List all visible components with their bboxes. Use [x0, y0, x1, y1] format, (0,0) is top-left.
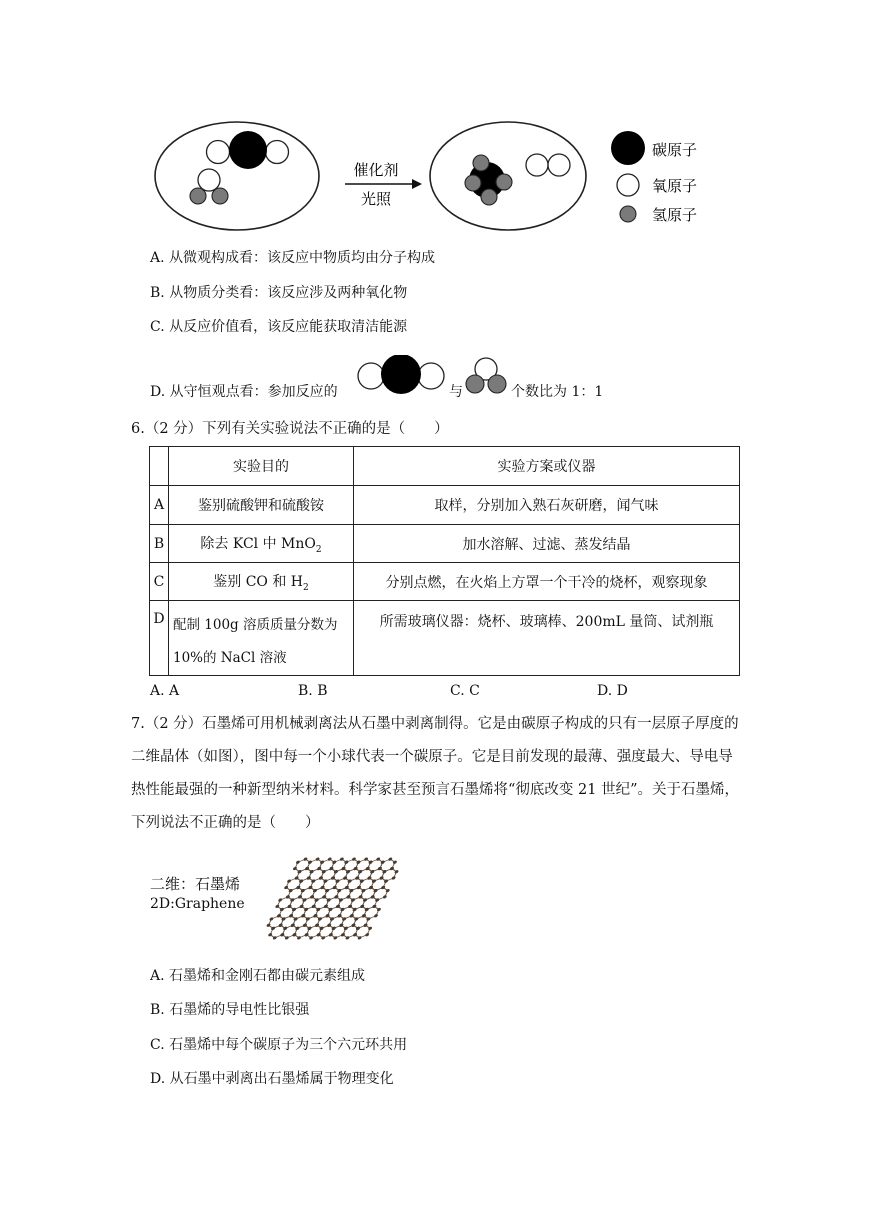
- row-goal: 鉴别硫酸钾和硫酸铵: [169, 486, 354, 525]
- q5-option-d-prefix: D. 从守恒观点看：参加反应的: [150, 384, 338, 400]
- legend: [611, 131, 697, 224]
- table-header-goal: 实验目的: [169, 447, 354, 486]
- graphene-lattice-icon: [255, 852, 405, 957]
- q5-option-d[interactable]: [150, 383, 338, 401]
- row-goal-text: 除去 KCl 中 MnO: [200, 535, 316, 552]
- table-row: [150, 563, 740, 601]
- graphene-label-cn: 二维：石墨烯: [150, 875, 241, 893]
- row-letter: D: [150, 601, 169, 676]
- q6-option-b[interactable]: B. B: [298, 683, 328, 699]
- catalyst-label: 催化剂: [353, 161, 399, 179]
- oxygen-atom-icon: [617, 174, 639, 196]
- q7-option-b[interactable]: B. 石墨烯的导电性比银强: [150, 1002, 310, 1018]
- table-row: [150, 486, 740, 525]
- table-row: [150, 601, 740, 676]
- q6-option-c[interactable]: C. C: [450, 683, 480, 699]
- hydrogen-atom-icon: [620, 206, 636, 222]
- q7-option-a[interactable]: A. 石墨烯和金刚石都由碳元素组成: [150, 968, 366, 984]
- q5-option-c[interactable]: C. 从反应价值看，该反应能获取清洁能源: [150, 319, 408, 335]
- arrow-icon: [412, 179, 422, 189]
- q7-stem: 7.（2 分）石墨烯可用机械剥离法从石墨中剥离制得。它是由碳原子构成的只有一层原子厚度的二维晶体（如图），图中每一个小球代表一个碳原子。它是目前发现的最薄、强度最大、导电导热性能最强的一种新型纳米材料。科学家甚至预言石墨烯将“彻底改变 21 世纪”。关于石墨烯，下列说法不正确的是（ ）: [131, 716, 739, 831]
- row-letter: B: [150, 525, 169, 563]
- row-letter: A: [150, 486, 169, 525]
- q5-option-b[interactable]: B. 从物质分类看：该反应涉及两种氧化物: [150, 285, 408, 301]
- legend-hydrogen-label: 氢原子: [652, 206, 698, 224]
- legend-carbon-label: 碳原子: [652, 141, 698, 159]
- q6-option-d[interactable]: D. D: [597, 683, 628, 699]
- q7-option-d[interactable]: D. 从石墨中剥离出石墨烯属于物理变化: [150, 1071, 394, 1087]
- co2-molecule-inline-icon: [355, 355, 447, 397]
- row-letter: C: [150, 563, 169, 601]
- experiment-table: [149, 446, 740, 676]
- row-goal-subscript: 2: [303, 582, 309, 593]
- row-goal-text: 鉴别 CO 和 H: [213, 573, 303, 590]
- table-row: [150, 525, 740, 563]
- q5-option-d-suffix: 个数比为 1：1: [511, 384, 604, 400]
- row-goal: [169, 601, 354, 676]
- table-header-plan: 实验方案或仪器: [354, 447, 740, 486]
- table-header-row: [150, 447, 740, 486]
- row-plan: 所需玻璃仪器：烧杯、玻璃棒、200mL 量筒、试剂瓶: [354, 601, 740, 676]
- row-goal-subscript: 2: [315, 544, 322, 555]
- table-header-blank: [150, 447, 169, 486]
- q5-option-d-mid: 与: [449, 384, 463, 400]
- water-molecule-inline-icon: [463, 356, 509, 396]
- row-goal-line2: 10%的 NaCl 溶液: [173, 650, 287, 666]
- row-plan: 取样，分别加入熟石灰研磨，闻气味: [354, 486, 740, 525]
- row-plan: 分别点燃，在火焰上方罩一个干冷的烧杯，观察现象: [354, 563, 740, 601]
- legend-oxygen-label: 氧原子: [652, 177, 698, 195]
- row-goal: [169, 563, 354, 601]
- q5-option-a[interactable]: A. 从微观构成看：该反应中物质均由分子构成: [150, 250, 436, 266]
- reaction-diagram: [140, 110, 720, 235]
- q6-option-a[interactable]: A. A: [150, 683, 180, 699]
- row-goal-line1: 配制 100g 溶质质量分数为: [173, 617, 338, 633]
- light-label: 光照: [360, 190, 392, 208]
- row-plan: 加水溶解、过滤、蒸发结晶: [354, 525, 740, 563]
- row-goal: [169, 525, 354, 563]
- q7-option-c[interactable]: C. 石墨烯中每个碳原子为三个六元环共用: [150, 1037, 408, 1053]
- carbon-atom-icon: [611, 131, 645, 165]
- q6-stem: 6.（2 分）下列有关实验说法不正确的是（ ）: [131, 421, 449, 437]
- graphene-label-en: 2D:Graphene: [150, 896, 245, 912]
